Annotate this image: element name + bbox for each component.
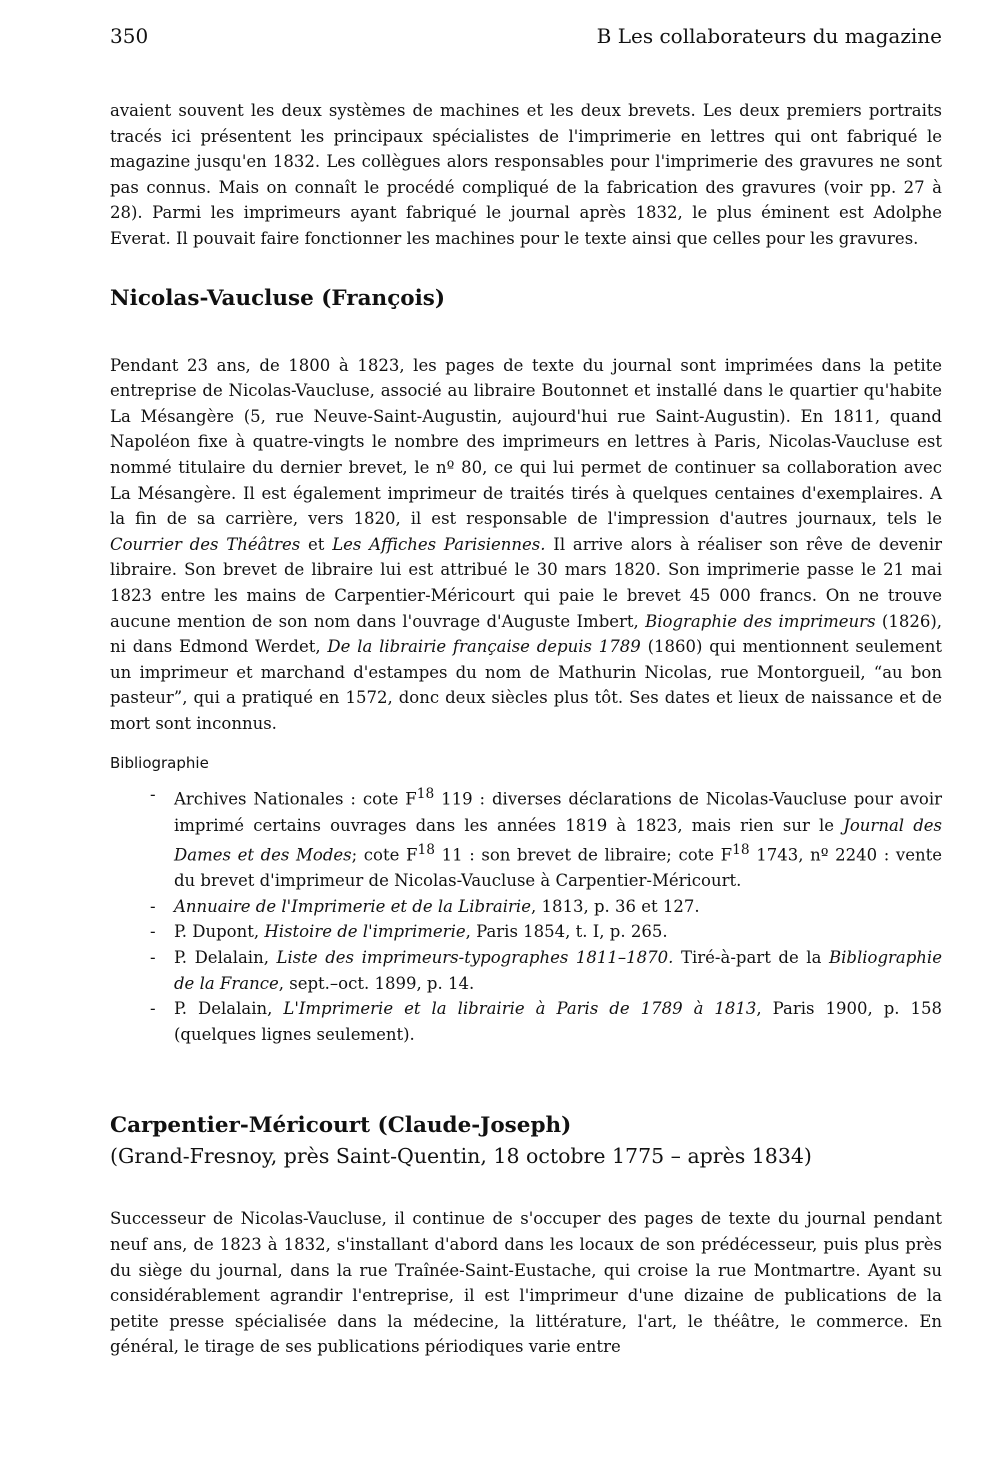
bibliography-item: - Archives Nationales : cote $F^{18}$ 119 : diverses déclarations de Nicolas-Vaucluse pour avoir imprimé certains ouvrages dans les années 1819 à 1823, mais rien sur le Journal des Dames et des Modes; cote $F^{18}$ 11 : son brevet de libraire; cote $F^{18}$ 1743, nº 2240 : vente du brevet d'imprimeur de Nicolas-Vaucluse à Carpentier-Méricourt. xyxy=(150,785,943,891)
bibliography-item: - P. Delalain, Liste des imprimeurs-typographes 1811–1870. Tiré-à-part de la Bibliographie de la France, sept.–oct. 1899, p. 14. xyxy=(150,948,942,993)
page xyxy=(110,22,942,1360)
bibliography-list xyxy=(110,782,942,1047)
running-title: B Les collaborateurs du magazine xyxy=(596,24,942,48)
section-title-carpentier-mericourt: Carpentier-Méricourt (Claude-Joseph) xyxy=(110,1113,572,1139)
intro-paragraph: avaient souvent les deux systèmes de machines et les deux brevets. Les deux premiers portraits tracés ici présentent les principaux spécialistes de l'imprimerie en lettres qui ont fabriqué le magazine jusqu'en 1832. Les collègues alors responsables pour l'imprimerie des gravures ne sont pas connus. Mais on connaît le procédé compliqué de la fabrication des gravures (voir pp. 27 à 28). Parmi les imprimeurs ayant fabriqué le journal après 1832, le plus éminent est Adolphe Everat. Il pouvait faire fonctionner les machines pour le texte ainsi que celles pour les gravures. xyxy=(110,101,942,248)
section-title-nicolas-vaucluse: Nicolas-Vaucluse (François) xyxy=(110,285,446,311)
bibliography-item: - P. Delalain, L'Imprimerie et la librairie à Paris de 1789 à 1813, Paris 1900, p. 158 (quelques lignes seulement). xyxy=(150,999,942,1044)
bibliography-item: - Annuaire de l'Imprimerie et de la Librairie, 1813, p. 36 et 127. xyxy=(150,896,700,916)
bibliography-item: - P. Dupont, Histoire de l'imprimerie, Paris 1854, t. I, p. 265. xyxy=(150,922,668,942)
running-header xyxy=(110,22,942,50)
section1-paragraph: Pendant 23 ans, de 1800 à 1823, les pages de texte du journal sont imprimées dans la petite entreprise de Nicolas-Vaucluse, associé au libraire Boutonnet et installé dans le quartier qu'habite La Mésangère (5, rue Neuve-Saint-Augustin, aujourd'hui rue Saint-Augustin). En 1811, quand Napoléon fixe à quatre-vingts le nombre des imprimeurs en lettres à Paris, Nicolas-Vaucluse est nommé titulaire du dernier brevet, le nº 80, ce qui lui permet de continuer sa collaboration avec La Mésangère. Il est également imprimeur de traités tirés à quelques centaines d'exemplaires. A la fin de sa carrière, vers 1820, il est responsable de l'impression d'autres journaux, tels le Courrier des Théâtres et Les Affiches Parisiennes. Il arrive alors à réaliser son rêve de devenir libraire. Son brevet de libraire lui est attribué le 30 mars 1820. Son imprimerie passe le 21 mai 1823 entre les mains de Carpentier-Méricourt qui paie le brevet 45 000 francs. On ne trouve aucune mention de son nom dans l'ouvrage d'Auguste Imbert, Biographie des imprimeurs (1826), ni dans Edmond Werdet, De la librairie française depuis 1789 (1860) qui mentionnent seulement un imprimeur et marchand d'estampes du nom de Mathurin Nicolas, rue Montorgueil, “au bon pasteur”, qui a pratiqué en 1572, donc deux siècles plus tôt. Ses dates et lieux de naissance et de mort sont inconnus. xyxy=(110,355,943,733)
bibliography-heading: Bibliographie xyxy=(110,754,209,773)
page-number: 350 xyxy=(110,24,149,48)
section2-paragraph: Successeur de Nicolas-Vaucluse, il continue de s'occuper des pages de texte du journal pendant neuf ans, de 1823 à 1832, s'installant d'abord dans les locaux de son prédécesseur, puis plus près du siège du journal, dans la rue Traînée-Saint-Eustache, qui croise la rue Montmartre. Ayant su considérablement agrandir l'entreprise, il est l'imprimeur d'une dizaine de publications de la petite presse spécialisée dans la médecine, la littérature, l'art, le théâtre, le commerce. En général, le tirage de ses publications périodiques varie entre xyxy=(110,1209,942,1357)
section-subtitle: (Grand-Fresnoy, près Saint-Quentin, 18 octobre 1775 – après 1834) xyxy=(110,1144,812,1169)
